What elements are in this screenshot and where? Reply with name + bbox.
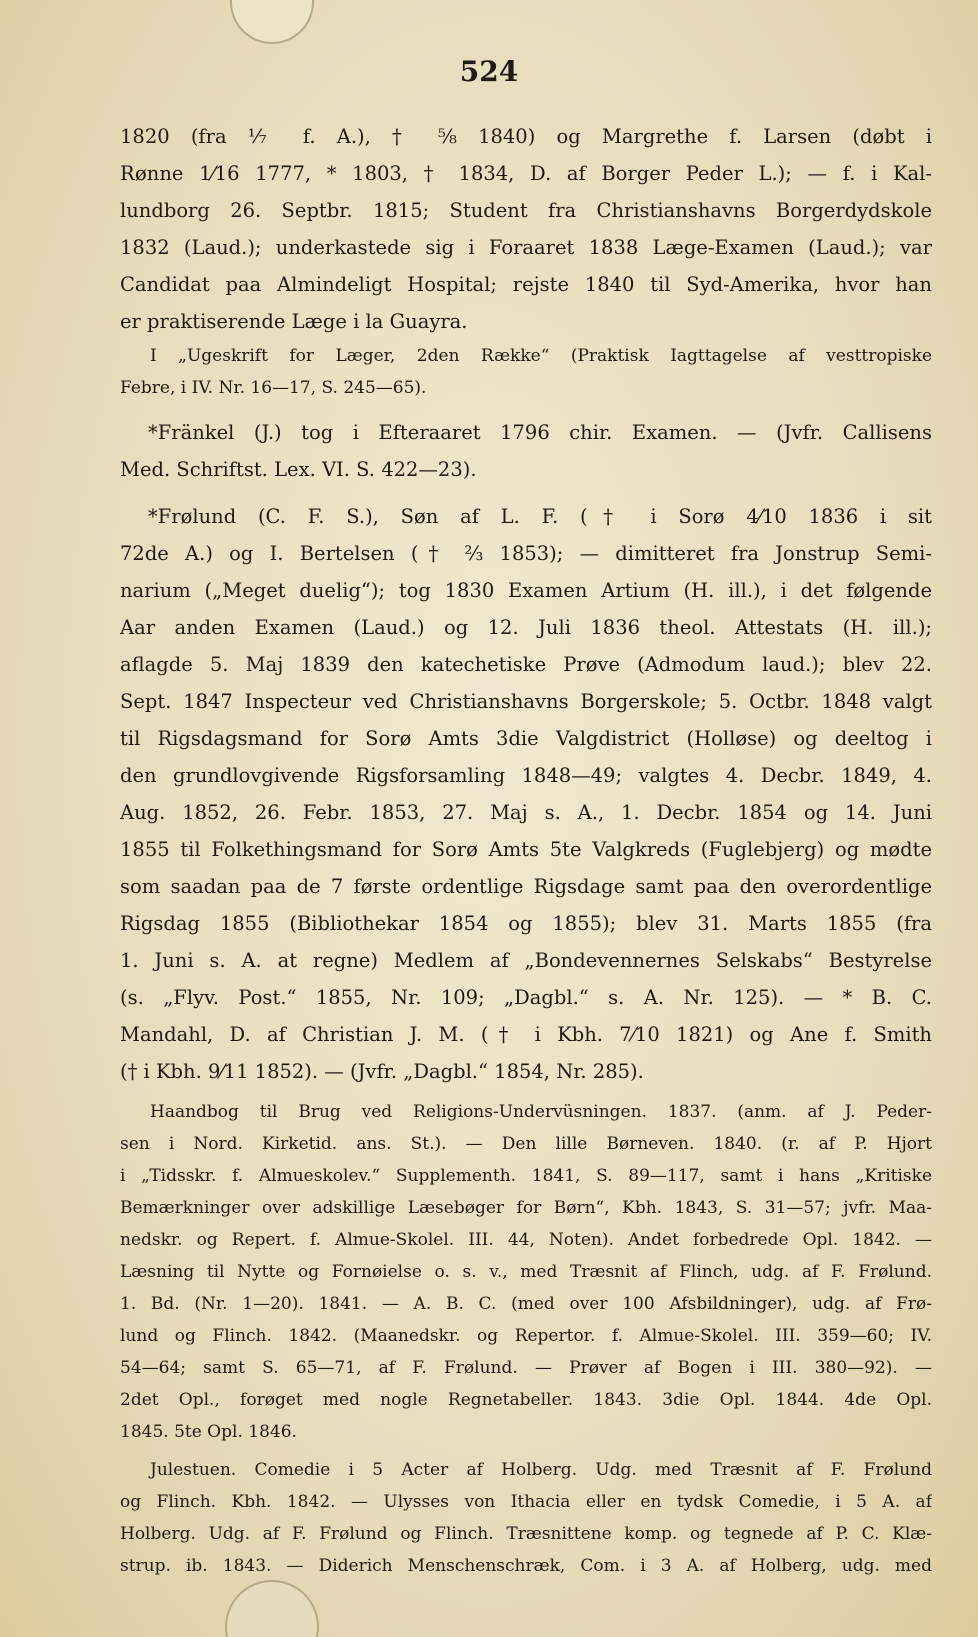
text-line: den grundlovgivende Rigsforsamling 1848—49; valgtes 4. Decbr. 1849, 4. (120, 764, 932, 787)
text-line: 1. Juni s. A. at regne) Medlem af „Bondevennernes Selskabs“ Bestyrelse (120, 949, 932, 972)
text-line: († i Kbh. 9⁄11 1852). — (Jvfr. „Dagbl.“ 1854, Nr. 285). (120, 1060, 644, 1083)
text-line: Candidat paa Almindeligt Hospital; rejste 1840 til Syd-Amerika, hvor han (120, 273, 932, 296)
paragraph-ugeskrift-reference (120, 340, 932, 404)
page-number: 524 (459, 55, 519, 88)
paragraph-haandbog-works (120, 1096, 932, 1448)
text-line: er praktiserende Læge i la Guayra. (120, 310, 468, 333)
text-line: Rønne 1⁄16 1777, * 1803, † 1834, D. af Borger Peder L.); — f. i Kal- (120, 162, 932, 185)
text-line: Læsning til Nytte og Fornøielse o. s. v., med Træsnit af Flinch, udg. af F. Frølund. (120, 1262, 932, 1282)
page-hole-top (230, 0, 314, 44)
text-line: narium („Meget duelig“); tog 1830 Examen Artium (H. ill.), i det følgende (120, 579, 932, 602)
text-line: Rigsdag 1855 (Bibliothekar 1854 og 1855); blev 31. Marts 1855 (fra (120, 912, 932, 935)
text-line: Haandbog til Brug ved Religions-Undervüsningen. 1837. (anm. af J. Peder- (150, 1102, 932, 1122)
text-line: Med. Schriftst. Lex. VI. S. 422—23). (120, 458, 477, 481)
text-line: (s. „Flyv. Post.“ 1855, Nr. 109; „Dagbl.“ s. A. Nr. 125). — * B. C. (120, 986, 932, 1009)
text-line: 1820 (fra ⅐ f. A.), † ⅝ 1840) og Margrethe f. Larsen (døbt i (120, 125, 932, 148)
text-line: Julestuen. Comedie i 5 Acter af Holberg. Udg. med Træsnit af F. Frølund (150, 1460, 932, 1480)
text-line: 1845. 5te Opl. 1846. (120, 1422, 297, 1442)
text-line: 1832 (Laud.); underkastede sig i Foraaret 1838 Læge-Examen (Laud.); var (120, 236, 932, 259)
text-line: Febre, i IV. Nr. 16—17, S. 245—65). (120, 378, 427, 398)
text-line: strup. ib. 1843. — Diderich Menschenschræk, Com. i 3 A. af Holberg, udg. med (120, 1556, 932, 1576)
text-line: og Flinch. Kbh. 1842. — Ulysses von Ithacia eller en tydsk Comedie, i 5 A. af (120, 1492, 932, 1512)
text-line: aflagde 5. Maj 1839 den katechetiske Prøve (Admodum laud.); blev 22. (120, 653, 932, 676)
text-line: Aar anden Examen (Laud.) og 12. Juli 1836 theol. Attestats (H. ill.); (120, 616, 932, 639)
text-line: i „Tidsskr. f. Almueskolev.“ Supplementh. 1841, S. 89—117, samt i hans „Kritiske (120, 1166, 932, 1186)
page-hole-bottom (225, 1580, 319, 1637)
text-line: 54—64; samt S. 65—71, af F. Frølund. — Prøver af Bogen i III. 380—92). — (120, 1358, 932, 1378)
text-line: lundborg 26. Septbr. 1815; Student fra Christianshavns Borgerdydskole (120, 199, 932, 222)
text-line: *Frølund (C. F. S.), Søn af L. F. († i Sorø 4⁄10 1836 i sit (148, 505, 932, 528)
page-text (120, 118, 932, 1582)
paragraph-froelund-entry (120, 498, 932, 1090)
text-line: lund og Flinch. 1842. (Maanedskr. og Repertor. f. Almue-Skolel. III. 359—60; IV. (120, 1326, 932, 1346)
text-line: *Fränkel (J.) tog i Efteraaret 1796 chir. Examen. — (Jvfr. Callisens (148, 421, 932, 444)
text-line: 2det Opl., forøget med nogle Regnetabeller. 1843. 3die Opl. 1844. 4de Opl. (120, 1390, 932, 1410)
text-line: 1. Bd. (Nr. 1—20). 1841. — A. B. C. (med over 100 Afsbildninger), udg. af Frø- (120, 1294, 932, 1314)
text-line: I „Ugeskrift for Læger, 2den Række“ (Praktisk Iagttagelse af vesttropiske (150, 346, 932, 366)
text-line: Mandahl, D. af Christian J. M. († i Kbh. 7⁄10 1821) og Ane f. Smith (120, 1023, 932, 1046)
text-line: nedskr. og Repert. f. Almue-Skolel. III. 44, Noten). Andet forbedrede Opl. 1842. — (120, 1230, 932, 1250)
text-line: Sept. 1847 Inspecteur ved Christianshavns Borgerskole; 5. Octbr. 1848 valgt (120, 690, 932, 713)
text-line: Aug. 1852, 26. Febr. 1853, 27. Maj s. A., 1. Decbr. 1854 og 14. Juni (120, 801, 932, 824)
text-line: 72de A.) og I. Bertelsen († ⅔ 1853); — dimitteret fra Jonstrup Semi- (120, 542, 932, 565)
paragraph-franck-biography (120, 118, 932, 340)
paragraph-fraenkel-entry (120, 414, 932, 488)
text-line: 1855 til Folkethingsmand for Sorø Amts 5te Valgkreds (Fuglebjerg) og mødte (120, 838, 932, 861)
paragraph-julestuen-works (120, 1454, 932, 1582)
text-line: Bemærkninger over adskillige Læsebøger for Børn“, Kbh. 1843, S. 31—57; jvfr. Maa- (120, 1198, 932, 1218)
text-line: Holberg. Udg. af F. Frølund og Flinch. Træsnittene komp. og tegnede af P. C. Klæ- (120, 1524, 932, 1544)
text-line: sen i Nord. Kirketid. ans. St.). — Den lille Børneven. 1840. (r. af P. Hjort (120, 1134, 932, 1154)
text-line: som saadan paa de 7 første ordentlige Rigsdage samt paa den overordentlige (120, 875, 932, 898)
text-line: til Rigsdagsmand for Sorø Amts 3die Valgdistrict (Holløse) og deeltog i (120, 727, 932, 750)
